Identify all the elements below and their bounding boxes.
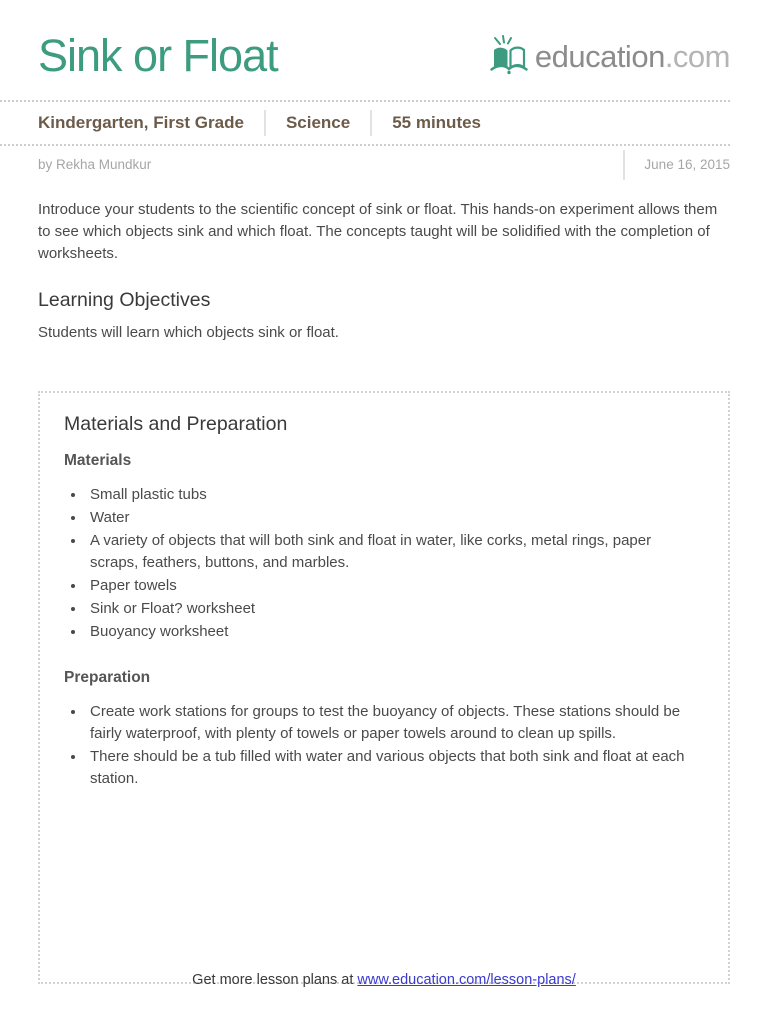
meta-bar [0,102,768,144]
list-item: • A variety of objects that will both sink and float in water, like corks, metal rings, paper scraps, feathers, buttons, and marbles. [86,530,690,574]
list-item: • Water [86,507,690,529]
byline-date-text: June 16, 2015 [644,157,730,172]
education-logo [489,35,730,77]
byline-date [623,150,768,180]
materials-subheading: Materials [64,452,132,469]
education-logo-book-icon [489,35,533,77]
intro-paragraph: Introduce your students to the scientific concept of sink or float. This hands-on experiment allows them to see which objects sink and which float. The concepts taught will be solidified with the completion of worksheets. [38,201,718,262]
byline-bar [0,146,768,183]
list-item: • There should be a tub filled with water and various objects that both sink and float at each station. [86,746,690,790]
preparation-subheading: Preparation [64,669,151,686]
materials-list [64,484,702,643]
list-item: • Small plastic tubs [86,484,690,506]
logo-name: education [534,38,665,74]
meta-grades: Kindergarten, First Grade [38,113,244,132]
meta-duration: 55 minutes [392,113,482,132]
learning-objectives-heading: Learning Objectives [38,289,211,311]
content [0,199,768,344]
byline-author: by Rekha Mundkur [38,157,152,172]
list-item: • Create work stations for groups to test the buoyancy of objects. These stations should be fairly waterproof, with plenty of towels or paper towels around to clean up spills. [86,701,690,745]
meta-subject: Science [285,113,351,132]
footer [0,972,768,988]
footer-text: Get more lesson plans at [192,972,358,988]
meta-divider [370,110,372,136]
lesson-plans-link[interactable]: www.education.com/lesson-plans/ [357,972,576,988]
meta-divider [264,110,266,136]
materials-and-preparation-box [38,391,730,984]
header [0,0,768,100]
education-logo-text [534,38,730,74]
list-item: • Buoyancy worksheet [86,621,690,643]
learning-objectives-text: Students will learn which objects sink or float. [38,324,339,341]
page-title: Sink or Float [38,30,278,81]
logo-tld: .com [664,38,730,74]
preparation-list [64,701,702,790]
list-item: • Sink or Float? worksheet [86,598,690,620]
materials-box-heading: Materials and Preparation [64,413,288,435]
list-item: • Paper towels [86,575,690,597]
